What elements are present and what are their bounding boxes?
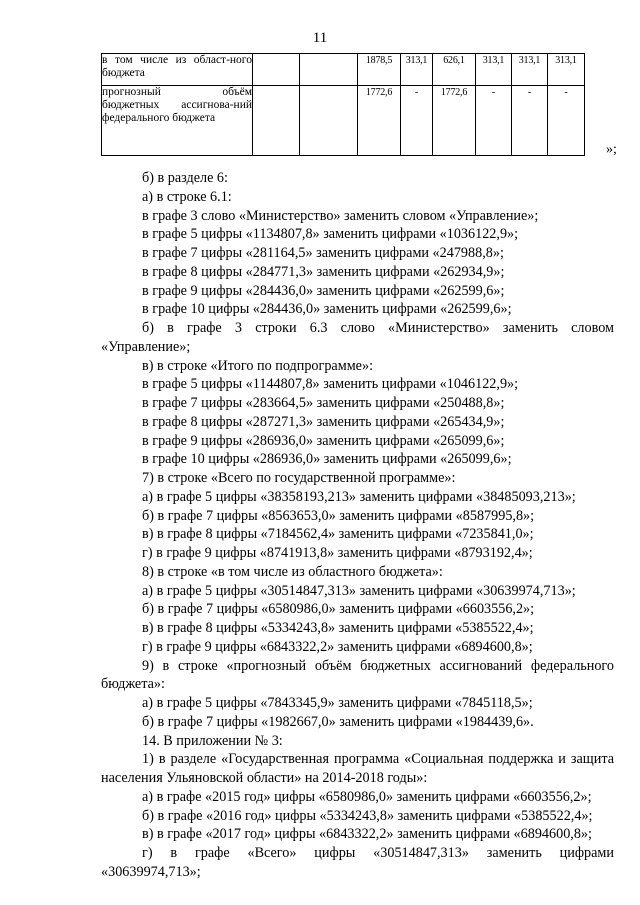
text-line: в графе 8 цифры «284771,3» заменить цифрами «262934,9»;	[142, 263, 505, 280]
text-line: б) в графе «2016 год» цифры «5334243,8» заменить цифрами «5385522,4»;	[142, 807, 593, 824]
text-line: б) в разделе 6:	[142, 170, 228, 186]
table-row-label: прогнозный объём бюджетных ассигнова-ний федерального бюджета	[102, 86, 253, 156]
text-line: в) в графе 8 цифры «5334243,8» заменить цифрами «5385522,4»;	[142, 620, 534, 636]
amendment-text	[101, 169, 614, 882]
text-line: а) в графе 5 цифры «30514847,313» заменить цифрами «30639974,713»;	[142, 582, 576, 599]
text-line: в графе 10 цифры «286936,0» заменить цифрами «265099,6»;	[142, 451, 512, 468]
table-cell-empty	[253, 54, 300, 86]
text-line: б) в графе 7 цифры «6580986,0» заменить цифрами «6603556,2»;	[142, 601, 535, 618]
table-row-label: в том числе из област-ного бюджета	[102, 54, 253, 86]
text-line: в) в строке «Итого по подпрограмме»:	[142, 357, 374, 374]
text-line: а) в строке 6.1:	[142, 188, 232, 205]
text-paragraph: б) в графе 3 строки 6.3 слово «Министерство» заменить словом «Управление»;	[101, 320, 614, 355]
text-line: а) в графе 5 цифры «38358193,213» заменить цифрами «38485093,213»;	[142, 488, 576, 505]
table-cell: 313,1	[512, 54, 548, 86]
text-line: в графе 5 цифры «1134807,8» заменить цифрами «1036122,9»;	[142, 226, 519, 243]
table-row	[102, 54, 585, 86]
text-line: 14. В приложении № 3:	[142, 732, 283, 749]
table-cell: 626,1	[433, 54, 476, 86]
table-cell-empty	[253, 86, 300, 156]
table-cell: 313,1	[548, 54, 585, 86]
text-line: в графе 8 цифры «287271,3» заменить цифрами «265434,9»;	[142, 413, 505, 430]
table-cell-empty	[300, 86, 358, 156]
text-line: а) в графе «2015 год» цифры «6580986,0» заменить цифрами «6603556,2»;	[142, 788, 592, 805]
text-line: в) в графе 8 цифры «7184562,4» заменить цифрами «7235841,0»;	[142, 526, 534, 543]
text-line: 7) в строке «Всего по государственной программе»:	[142, 470, 456, 486]
text-line: г) в графе 9 цифры «6843322,2» заменить цифрами «6894600,8»;	[142, 638, 533, 655]
table-row	[102, 86, 585, 156]
table-cell: -	[401, 86, 433, 156]
text-paragraph: 9) в строке «прогнозный объём бюджетных ассигнований федерального бюджета»:	[101, 657, 614, 693]
text-line: в графе 5 цифры «1144807,8» заменить цифрами «1046122,9»;	[142, 376, 519, 393]
text-line: в графе 7 цифры «283664,5» заменить цифрами «250488,8»;	[142, 395, 505, 411]
table-cell: 313,1	[476, 54, 512, 86]
text-line: а) в графе 5 цифры «7843345,9» заменить цифрами «7845118,5»;	[142, 695, 533, 711]
text-line: г) в графе 9 цифры «8741913,8» заменить цифрами «8793192,4»;	[142, 545, 533, 561]
table-cell: -	[476, 86, 512, 156]
table-cell: 1878,5	[358, 54, 401, 86]
text-line: в) в графе «2017 год» цифры «6843322,2» заменить цифрами «6894600,8»;	[142, 826, 592, 843]
page-number: 11	[312, 30, 328, 46]
table-cell: 1772,6	[358, 86, 401, 156]
budget-table	[101, 53, 585, 156]
text-line: б) в графе 7 цифры «1982667,0» заменить цифрами «1984439,6».	[142, 713, 534, 730]
table-closing-quote: »;	[606, 142, 617, 157]
table-cell-empty	[300, 54, 358, 86]
text-line: 8) в строке «в том числе из областного бюджета»:	[142, 563, 443, 580]
text-line: в графе 9 цифры «284436,0» заменить цифрами «262599,6»;	[142, 282, 505, 299]
text-line: в графе 7 цифры «281164,5» заменить цифрами «247988,8»;	[142, 245, 504, 261]
table-cell: 1772,6	[433, 86, 476, 156]
text-paragraph: 1) в разделе «Государственная программа «Социальная поддержка и защита населения Ульяновской области» на 2014-2018 годы»:	[101, 751, 614, 786]
text-line: б) в графе 7 цифры «8563653,0» заменить цифрами «8587995,8»;	[142, 507, 535, 524]
text-paragraph: г) в графе «Всего» цифры «30514847,313» заменить цифрами «30639974,713»;	[101, 845, 614, 880]
text-line: в графе 3 слово «Министерство» заменить словом «Управление»;	[142, 207, 539, 224]
text-line: в графе 10 цифры «284436,0» заменить цифрами «262599,6»;	[142, 301, 512, 318]
text-line: в графе 9 цифры «286936,0» заменить цифрами «265099,6»;	[142, 432, 505, 449]
table-cell: 313,1	[401, 54, 433, 86]
table-cell: -	[512, 86, 548, 156]
table-cell: -	[548, 86, 585, 156]
